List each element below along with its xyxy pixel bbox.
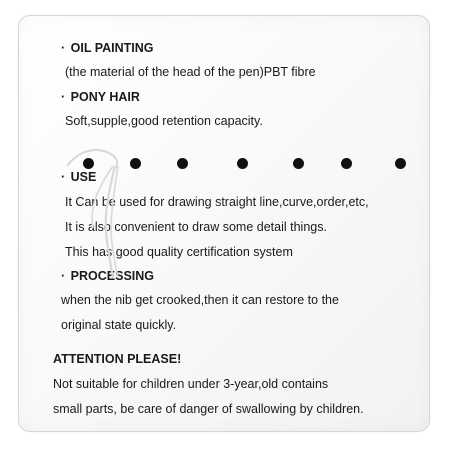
oil-painting-heading bbox=[61, 40, 154, 56]
use-text-line: It Can be used for drawing straight line,curve,order,etc, bbox=[65, 195, 369, 209]
use-heading bbox=[61, 169, 96, 185]
punch-hole bbox=[341, 158, 352, 169]
use-text-line: This has good quality certification system bbox=[65, 245, 293, 259]
bullet-icon: · bbox=[61, 269, 66, 283]
oil-painting-title: OIL PAINTING bbox=[70, 41, 154, 55]
attention-text-line: small parts, be care of danger of swallowing by children. bbox=[53, 402, 364, 416]
processing-title: PROCESSING bbox=[70, 269, 155, 283]
bullet-icon: · bbox=[61, 170, 66, 184]
processing-text-line: original state quickly. bbox=[61, 318, 177, 332]
punch-hole bbox=[130, 158, 141, 169]
attention-text-line: Not suitable for children under 3-year,old contains bbox=[53, 377, 329, 391]
punch-hole-row bbox=[83, 158, 413, 178]
attention-title: ATTENTION PLEASE! bbox=[53, 352, 182, 366]
use-title: USE bbox=[70, 170, 97, 184]
pony-hair-heading bbox=[61, 89, 140, 105]
bullet-icon: · bbox=[61, 90, 66, 104]
use-text-line: It is also convenient to draw some detail things. bbox=[65, 220, 327, 234]
punch-hole bbox=[237, 158, 248, 169]
pony-hair-title: PONY HAIR bbox=[70, 90, 140, 104]
punch-hole bbox=[83, 158, 94, 169]
punch-hole bbox=[293, 158, 304, 169]
oil-painting-text: (the material of the head of the pen)PBT fibre bbox=[65, 65, 316, 79]
hang-tag-card bbox=[18, 15, 430, 432]
punch-hole bbox=[177, 158, 188, 169]
punch-hole bbox=[395, 158, 406, 169]
bullet-icon: · bbox=[61, 41, 66, 55]
processing-heading bbox=[61, 268, 154, 284]
processing-text-line: when the nib get crooked,then it can restore to the bbox=[61, 293, 339, 307]
pony-hair-text: Soft,supple,good retention capacity. bbox=[65, 114, 263, 128]
